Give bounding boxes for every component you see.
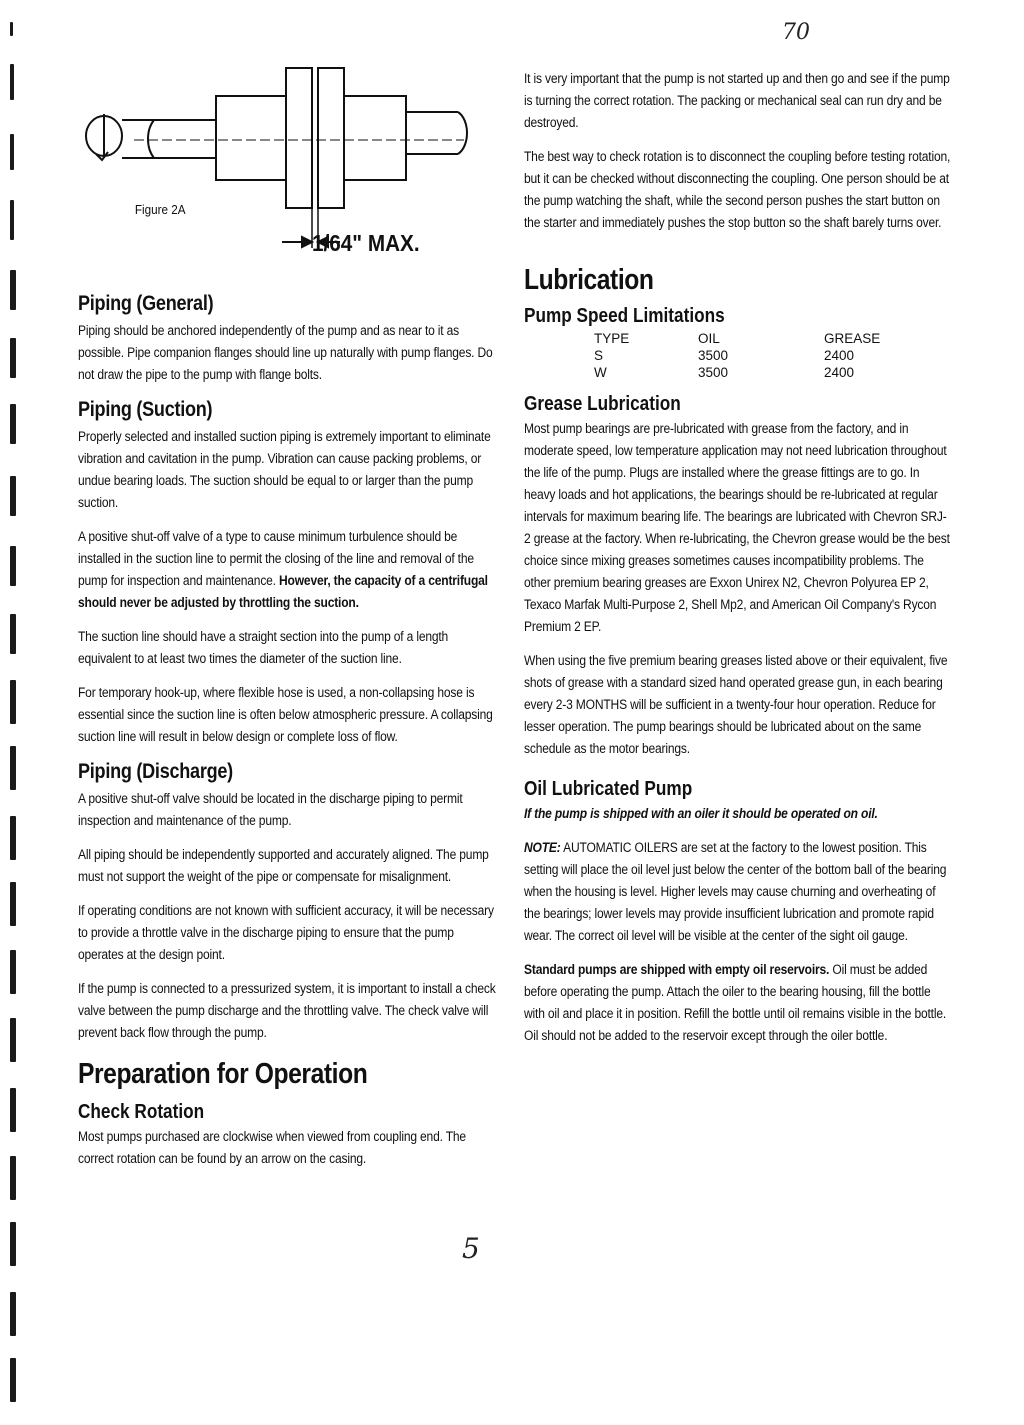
piping-suction-text-4: For temporary hook-up, where flexible hose is used, a non-collapsing hose is essential since the suction line is often below atmospheric pressure. A collapsing suction line will result in below design or complete loss of flow.: [78, 685, 493, 744]
heading-piping-general: Piping (General): [78, 292, 214, 315]
table-cell: S: [594, 348, 604, 363]
oil-reservoir-warning: Standard pumps are shipped with empty oil reservoirs.: [524, 962, 830, 977]
piping-general-text: Piping should be anchored independently of the pump and as near to it as possible. Pipe companion flanges should line up naturally with pump flanges. Do not draw the pipe to the pump with flange bolts.: [78, 323, 493, 382]
handwritten-footer-mark: 5: [462, 1232, 480, 1265]
oil-lubrication-text-2-body: Oil must be added before operating the pump. Attach the oiler to the bearing housing, fill the bottle with oil and place it in position. Refill the bottle until oil remains visible in the bottle. Oil should not be added to the reservoir except through the oiler bottle.: [524, 962, 947, 1043]
check-rotation-text: Most pumps purchased are clockwise when viewed from coupling end. The correct rotation can be found by an arrow on the casing.: [78, 1129, 466, 1166]
right-column: [524, 68, 952, 1059]
figure-2a: [56, 58, 486, 270]
table-row: [594, 364, 904, 381]
piping-discharge-text-4: If the pump is connected to a pressurized system, it is important to install a check valve between the pump discharge and the throttling valve. The check valve will prevent back flow through the pump.: [78, 981, 496, 1040]
heading-piping-suction: Piping (Suction): [78, 398, 213, 421]
grease-lubrication-text-1: Most pump bearings are pre-lubricated with grease from the factory, and in moderate speed, low temperature application may not need lubrication throughout the life of the pump. Plugs are installed where the grease fittings are to go. In heavy loads and hot applications, the bearings should be re-lubricated at regular intervals for maximum bearing life. The bearings are lubricated with Chevron SRJ-2 grease at the factory. When re-lubricating, the Chevron grease would be the best choice since mixing greases sometimes causes incompatibility problems. The other premium bearing greases are Exxon Unirex N2, Chevron Polyurea EP 2, Texaco Marfak Multi-Purpose 2, Shell Mp2, and American Oil Company's Rycon Premium 2 EP.: [524, 421, 950, 634]
piping-suction-text-2-normal: A positive shut-off valve of a type to cause minimum turbulence should be installed in the suction line to permit the closing of the line and removal of the pump for inspection and maintenance.: [78, 529, 474, 588]
table-cell: 2400: [824, 365, 855, 380]
table-cell: W: [594, 365, 607, 380]
table-header-row: [594, 330, 904, 347]
speed-limitations-table: [594, 330, 904, 381]
heading-piping-discharge: Piping (Discharge): [78, 760, 233, 783]
oil-lubrication-text-1-body: AUTOMATIC OILERS are set at the factory to the lowest position. This setting will place the oil level just below the center of the bottom ball of the bearing when the housing is level. Higher levels may cause churning and overheating of the bearings; lower levels may provide insufficient lubrication and promote rapid wear. The correct oil level will be visible at the center of the sight oil gauge.: [524, 840, 947, 943]
table-header-oil: OIL: [698, 331, 720, 346]
rotation-check-text: The best way to check rotation is to disconnect the coupling before testing rotation, but it can be checked without disconnecting the coupling. One person should be at the pump watching the shaft, while the second person pushes the start button on the starter and immediately pushes the stop button so the shaft barely turns over.: [524, 149, 951, 230]
table-cell: 3500: [698, 365, 729, 380]
grease-lubrication-text-2: When using the five premium bearing greases listed above or their equivalent, five shots of grease with a standard sized hand operated grease gun, in each bearing every 2-3 MONTHS will be sufficient in a twenty-four hour operation. Reduce for lesser operation. The pump bearings should be lubricated about on the same schedule as the motor bearings.: [524, 653, 948, 756]
left-column: [78, 292, 498, 1182]
heading-pump-speed-limitations: Pump Speed Limitations: [524, 305, 725, 327]
note-label: NOTE:: [524, 840, 561, 855]
table-header-grease: GREASE: [824, 331, 881, 346]
piping-suction-text-2: [78, 526, 498, 614]
table-cell: 2400: [824, 348, 855, 363]
binding-holes: [6, 0, 24, 1425]
piping-discharge-text-2: All piping should be independently supported and accurately aligned. The pump must not support the weight of the pipe or compensate for misalignment.: [78, 847, 489, 884]
figure-dimension-label: 1/64" MAX.: [312, 230, 420, 256]
heading-preparation-for-operation: Preparation for Operation: [78, 1058, 368, 1090]
coupling-diagram: [56, 58, 486, 270]
oil-lubricated-note: If the pump is shipped with an oiler it should be operated on oil.: [524, 806, 878, 821]
handwritten-page-number: 70: [782, 20, 810, 45]
heading-lubrication: Lubrication: [524, 264, 654, 296]
piping-discharge-text-3: If operating conditions are not known with sufficient accuracy, it will be necessary to provide a throttle valve in the discharge piping to ensure that the pump operates at the design point.: [78, 903, 494, 962]
heading-oil-lubricated-pump: Oil Lubricated Pump: [524, 778, 693, 800]
piping-suction-text-1: Properly selected and installed suction piping is extremely important to eliminate vibration and cavitation in the pump. Vibration can cause packing problems, or undue bearing loads. The suction should be equal to or larger than the pump suction.: [78, 429, 491, 510]
heading-check-rotation: Check Rotation: [78, 1101, 205, 1123]
table-row: [594, 347, 904, 364]
piping-suction-warning: However, the capacity of a centrifugal should never be adjusted by throttling the suction.: [78, 573, 488, 610]
rotation-warning-text: It is very important that the pump is not started up and then go and see if the pump is turning the correct rotation. The packing or mechanical seal can run dry and be destroyed.: [524, 71, 950, 130]
figure-caption: Figure 2A: [134, 202, 186, 217]
piping-discharge-text-1: A positive shut-off valve should be located in the discharge piping to permit inspection and maintenance of the pump.: [78, 791, 463, 828]
heading-grease-lubrication: Grease Lubrication: [524, 393, 681, 415]
table-header-type: TYPE: [594, 331, 630, 346]
oil-lubrication-text-1: [524, 837, 952, 947]
piping-suction-text-3: The suction line should have a straight section into the pump of a length equivalent to at least two times the diameter of the suction line.: [78, 629, 449, 666]
oil-lubrication-text-2: [524, 959, 952, 1047]
table-cell: 3500: [698, 348, 729, 363]
